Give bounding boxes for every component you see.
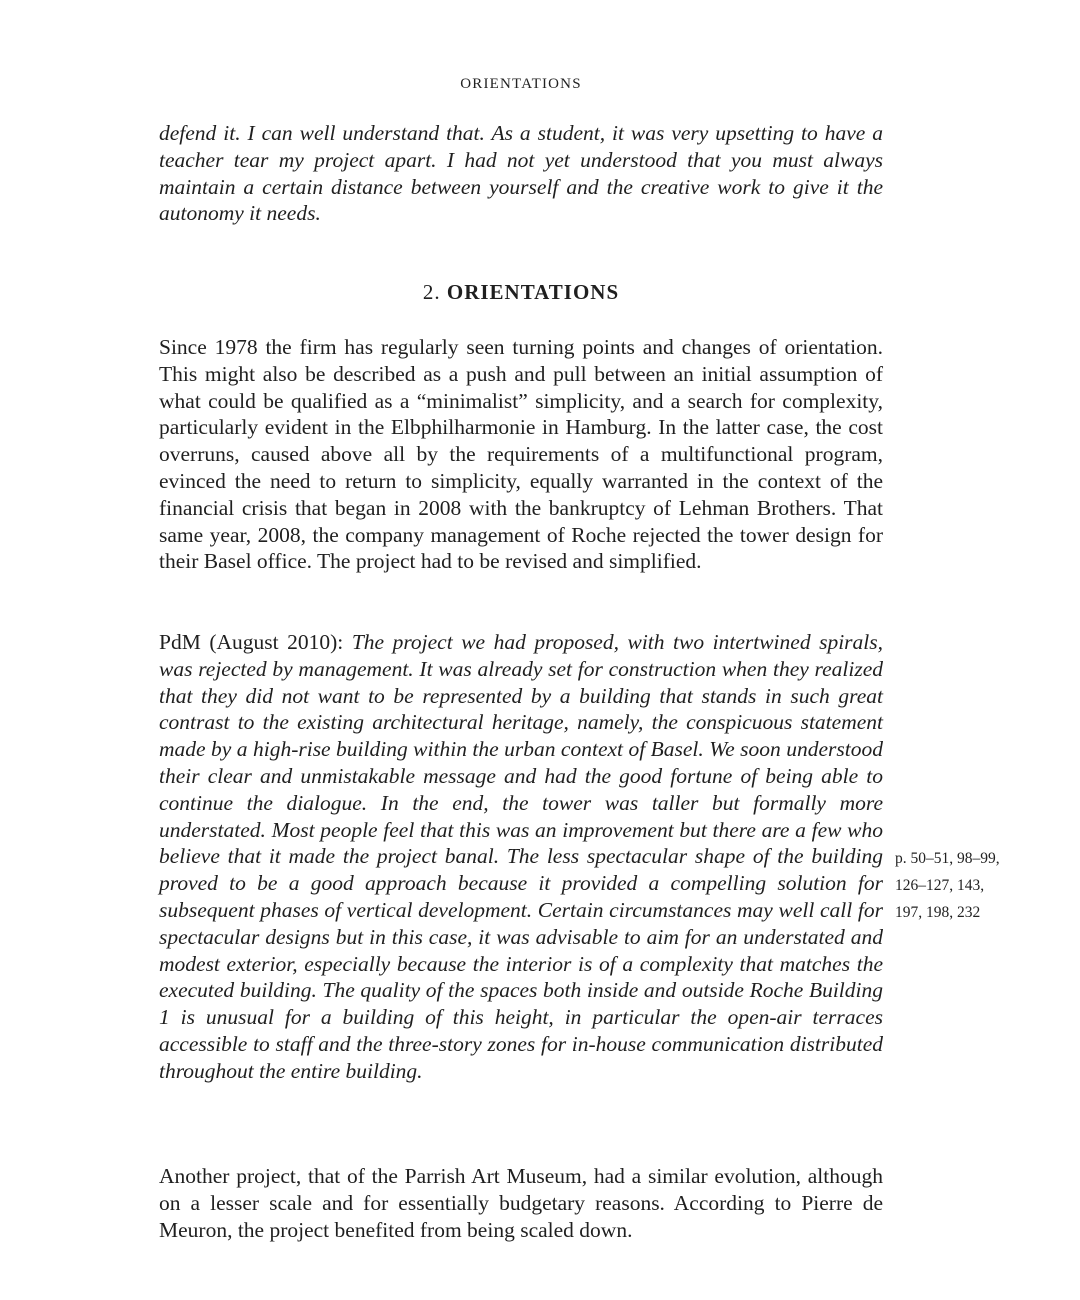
margin-note-line: 197, 198, 232 xyxy=(895,903,981,921)
body-paragraph: Since 1978 the firm has regularly seen turning points and changes of orientation. This might also be described as a push and pull between an initial assumption of what could be qualified as a “minimalist” simplicity, and a search for complexity, particularly evident in the Elbphilharmonie in Hamburg. In the latter case, the cost overruns, caused above all by the requirements of a multifunctional program, evinced the need to return to simplicity, equally warranted in the context of the financial crisis that began in 2008 with the bankruptcy of Lehman Brothers. That same year, 2008, the company management of Roche rejected the tower design for their Basel office. The project had to be revised and simplified. xyxy=(159,335,883,574)
running-head: ORIENTATIONS xyxy=(460,76,582,92)
margin-note-line: p. 50–51, 98–99, xyxy=(895,850,1000,867)
section-heading xyxy=(0,280,1042,305)
margin-note-line: 126–127, 143, xyxy=(895,876,985,894)
quote-paragraph xyxy=(159,629,883,1085)
quote-text: The project we had proposed, with two intertwined spirals, was rejected by management. It was already set for construction when they realized that they did not want to be represented by a building that stands in such great contrast to the existing architectural heritage, namely, the conspicuous statement made by a high-rise building within the urban context of Basel. We soon understood their clear and unmistakable message and had the good fortune of being able to continue the dialogue. In the end, the tower was taller but formally more understated. Most people feel that this was an improvement but there are a few who believe that it made the project banal. The less spectacular shape of the building proved to be a good approach because it provided a compelling solution for subsequent phases of vertical development. Certain circumstances may well call for spectacular designs but in this case, it was advisable to aim for an understated and modest exterior, especially because the interior is of a complexity that matches the executed building. The quality of the spaces both inside and outside Roche Building 1 is unusual for a building of this height, in particular the open-air terraces accessible to staff and the three-story zones for in-house communication distributed throughout the entire building. xyxy=(159,630,884,1083)
margin-page-references xyxy=(895,846,1045,926)
intro-quote-paragraph: defend it. I can well understand that. As a student, it was very upsetting to have a teacher tear my project apart. I had not yet understood that you must always maintain a certain distance between yourself and the creative work to give it the autonomy it needs. xyxy=(159,121,883,226)
section-title: ORIENTATIONS xyxy=(446,280,620,304)
body-paragraph: Another project, that of the Parrish Art Museum, had a similar evolution, although on a lesser scale and for essentially budgetary reasons. According to Pierre de Meuron, the project benefited from being scaled down. xyxy=(159,1164,883,1242)
section-number: 2. xyxy=(422,280,441,304)
quote-attribution: PdM (August 2010): xyxy=(159,630,344,654)
